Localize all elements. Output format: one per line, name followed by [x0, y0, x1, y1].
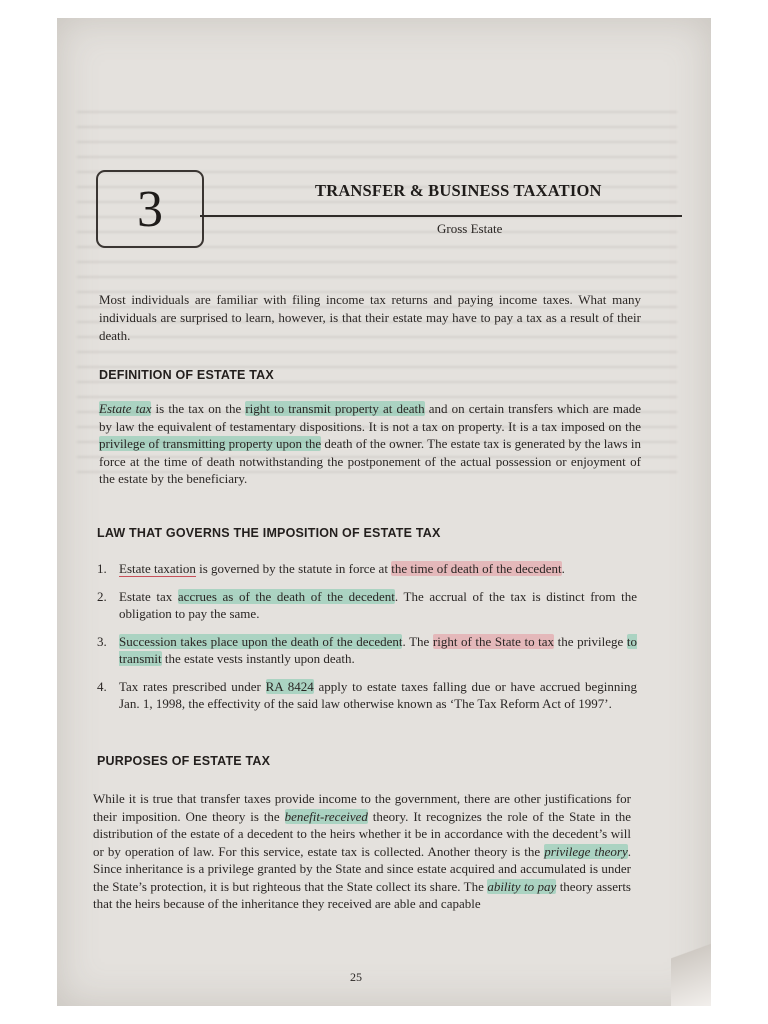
list-item: 1. Estate taxation is governed by the statute in force at the time of death of the decedent.	[97, 561, 565, 576]
chapter-rule	[200, 215, 682, 217]
definition-heading: DEFINITION OF ESTATE TAX	[99, 368, 274, 382]
book-page	[57, 18, 711, 1006]
purposes-heading: PURPOSES OF ESTATE TAX	[97, 754, 271, 768]
highlight-privilege-transmitting: privilege of transmitting property upon the	[99, 436, 322, 451]
list-item: 3. Succession takes place upon the death of the decedent. The right of the State to tax the privilege to transmit the estate vests instantly upon death.	[97, 634, 637, 666]
definition-paragraph: Estate tax is the tax on the right to transmit property at death and on certain transfers which are made by law the equivalent of testamentary dispositions. It is not a tax on property. It is a tax imposed on the privilege of transmitting property upon the death of the owner. The estate tax is generated by the laws in force at the time of death notwithstanding the postponement of the actual possession or enjoyment of the estate by the beneficiary.	[99, 401, 641, 486]
underline-estate-taxation: Estate taxation	[119, 561, 196, 576]
law-heading: LAW THAT GOVERNS THE IMPOSITION OF ESTATE TAX	[97, 526, 441, 540]
page-number: 25	[350, 970, 362, 984]
list-item: 2. Estate tax accrues as of the death of the decedent. The accrual of the tax is distinct from the obligation to pay the same.	[97, 589, 637, 621]
highlight-accrues: accrues as of the death of the decedent	[177, 589, 395, 604]
term-estate-tax: Estate tax	[99, 401, 152, 416]
intro-paragraph: Most individuals are familiar with filing income tax returns and paying income taxes. What many individuals are surprised to learn, however, is that their estate may have to pay a tax as a result of their death.	[99, 292, 641, 343]
purposes-paragraph: While it is true that transfer taxes provide income to the government, there are other justifications for their imposition. One theory is the benefit-received theory. It recognizes the role of the State in the distribution of the estate of a decedent to the heirs whether it be in accordance with the decedent’s will or by operation of law. For this service, estate tax is collected. Another theory is the privilege theory. Since inheritance is a privilege granted by the State and since estate acquired and accumulated is under the State’s protection, it is but righteous that the State collect its share. The ability to pay theory asserts that the heirs because of the inheritance they received are able and capable	[93, 791, 631, 911]
term-privilege-theory: privilege theory	[544, 843, 628, 859]
page-corner-fold	[671, 916, 711, 1006]
chapter-number-box	[96, 170, 204, 248]
highlight-right-of-state: right of the State to tax	[432, 634, 555, 649]
chapter-title: TRANSFER & BUSINESS TAXATION	[315, 181, 602, 200]
highlight-right-to-transmit: right to transmit property at death	[245, 401, 425, 416]
highlight-succession: Succession takes place upon the death of the decedent	[119, 634, 403, 649]
list-item: 4. Tax rates prescribed under RA 8424 apply to estate taxes falling due or have accrued beginning Jan. 1, 1998, the effectivity of the said law otherwise known as ‘The Tax Reform Act of 1997’.	[97, 679, 637, 711]
chapter-subtitle: Gross Estate	[437, 221, 503, 236]
highlight-to-transmit: to transmit	[119, 634, 637, 666]
highlight-ra-8424: RA 8424	[265, 679, 314, 694]
law-list	[97, 560, 637, 723]
chapter-number: 3	[137, 180, 163, 238]
term-ability-to-pay: ability to pay	[487, 878, 557, 894]
term-benefit-received: benefit-received	[284, 808, 368, 824]
highlight-time-of-death: the time of death of the decedent	[391, 561, 562, 576]
